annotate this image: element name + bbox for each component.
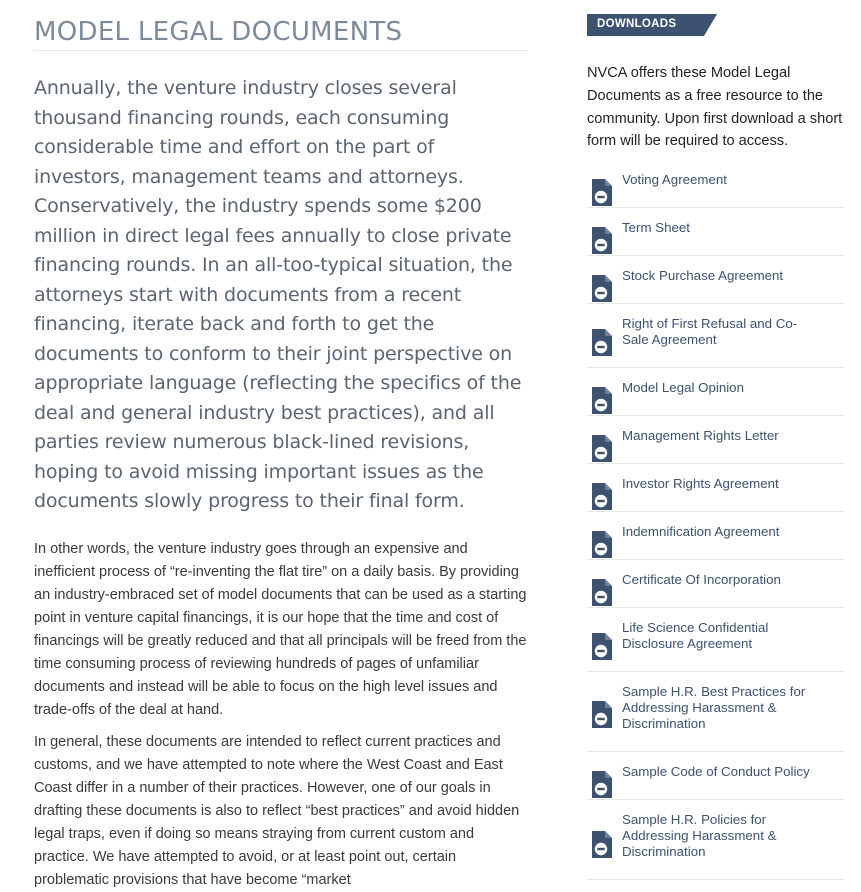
download-item-management-rights-letter[interactable]: [587, 416, 844, 464]
downloads-list: [587, 160, 844, 880]
download-item-term-sheet[interactable]: [587, 208, 844, 256]
page-title: MODEL LEGAL DOCUMENTS: [34, 0, 528, 51]
download-item-label[interactable]: Sample H.R. Best Practices for Addressing Harassment & Discrimination: [622, 684, 806, 731]
download-item-label[interactable]: Sample Code of Conduct Policy: [622, 764, 810, 779]
download-item-hr-best-practices[interactable]: [587, 672, 844, 752]
main-content: [34, 0, 528, 892]
document-icon: [591, 700, 613, 729]
download-item-label[interactable]: Life Science Confidential Disclosure Agreement: [622, 620, 769, 651]
document-icon: [591, 632, 613, 661]
download-item-label[interactable]: Certificate Of Incorporation: [622, 572, 781, 587]
download-item-label[interactable]: Sample H.R. Policies for Addressing Harassment & Discrimination: [622, 812, 777, 859]
download-item-investor-rights-agreement[interactable]: [587, 464, 844, 512]
download-item-label[interactable]: Management Rights Letter: [622, 428, 779, 443]
document-icon: [591, 830, 613, 859]
download-item-life-science-cda[interactable]: [587, 608, 844, 672]
download-item-indemnification-agreement[interactable]: [587, 512, 844, 560]
body-paragraph-2: In general, these documents are intended to reflect current practices and customs, and we have attempted to note where the West Coast and East Coast differ in a number of their practices. However, one of our goals in drafting these documents is also to reflect “best practices” and avoid hidden legal traps, even if doing so means straying from current custom and practice. We have attempted to avoid, or at least point out, certain problematic provisions that have become “market: [34, 733, 520, 888]
document-icon: [591, 178, 613, 207]
document-icon: [591, 274, 613, 303]
download-item-model-legal-opinion[interactable]: [587, 368, 844, 416]
download-item-label[interactable]: Term Sheet: [622, 220, 690, 235]
download-item-label[interactable]: Indemnification Agreement: [622, 524, 780, 539]
document-icon: [591, 578, 613, 607]
document-icon: [591, 530, 613, 559]
document-icon: [591, 386, 613, 415]
download-item-code-of-conduct[interactable]: [587, 752, 844, 800]
download-item-certificate-of-incorporation[interactable]: [587, 560, 844, 608]
body-paragraph-1: In other words, the venture industry goes through an expensive and inefficient process of “re-inventing the flat tire” on a daily basis. By providing an industry-embraced set of model documents that can be used as a starting point in venture capital financings, it is our hope that the time and cost of financings will be greatly reduced and that all principals will be freed from the time consuming process of reviewing hundreds of pages of unfamiliar documents and instead will be able to focus on the high level issues and trade-offs of the deal at hand.: [34, 540, 527, 718]
document-icon: [591, 328, 613, 357]
downloads-intro: NVCA offers these Model Legal Documents as a free resource to the community. Upon first download a short form will be required to access.: [587, 65, 843, 150]
download-item-label[interactable]: Stock Purchase Agreement: [622, 268, 784, 283]
downloads-sidebar: [587, 14, 844, 859]
download-item-hr-policies[interactable]: [587, 800, 844, 880]
downloads-heading: DOWNLOADS: [597, 18, 677, 30]
download-item-label[interactable]: Right of First Refusal and Co-Sale Agreement: [622, 316, 798, 347]
downloads-header: [587, 14, 844, 36]
document-icon: [591, 770, 613, 799]
download-item-stock-purchase-agreement[interactable]: [587, 256, 844, 304]
download-item-label[interactable]: Voting Agreement: [622, 172, 727, 187]
lead-paragraph: Annually, the venture industry closes several thousand financing rounds, each consuming considerable time and effort on the part of investors, management teams and attorneys. Conservatively, the industry spends some $200 million in direct legal fees annually to close private financing rounds. In an all-too-typical situation, the attorneys start with documents from a recent financing, iterate back and forth to get the documents to conform to their joint perspective on appropriate language (reflecting the specifics of the deal and general industry best practices), and all parties review numerous black-lined revisions, hoping to avoid missing important issues as the documents slowly progress to their final form.: [34, 77, 522, 512]
download-item-label[interactable]: Investor Rights Agreement: [622, 476, 779, 491]
document-icon: [591, 434, 613, 463]
document-icon: [591, 482, 613, 511]
download-item-rofr-co-sale[interactable]: [587, 304, 844, 368]
document-icon: [591, 226, 613, 255]
download-item-voting-agreement[interactable]: [587, 160, 844, 208]
download-item-label[interactable]: Model Legal Opinion: [622, 380, 744, 395]
